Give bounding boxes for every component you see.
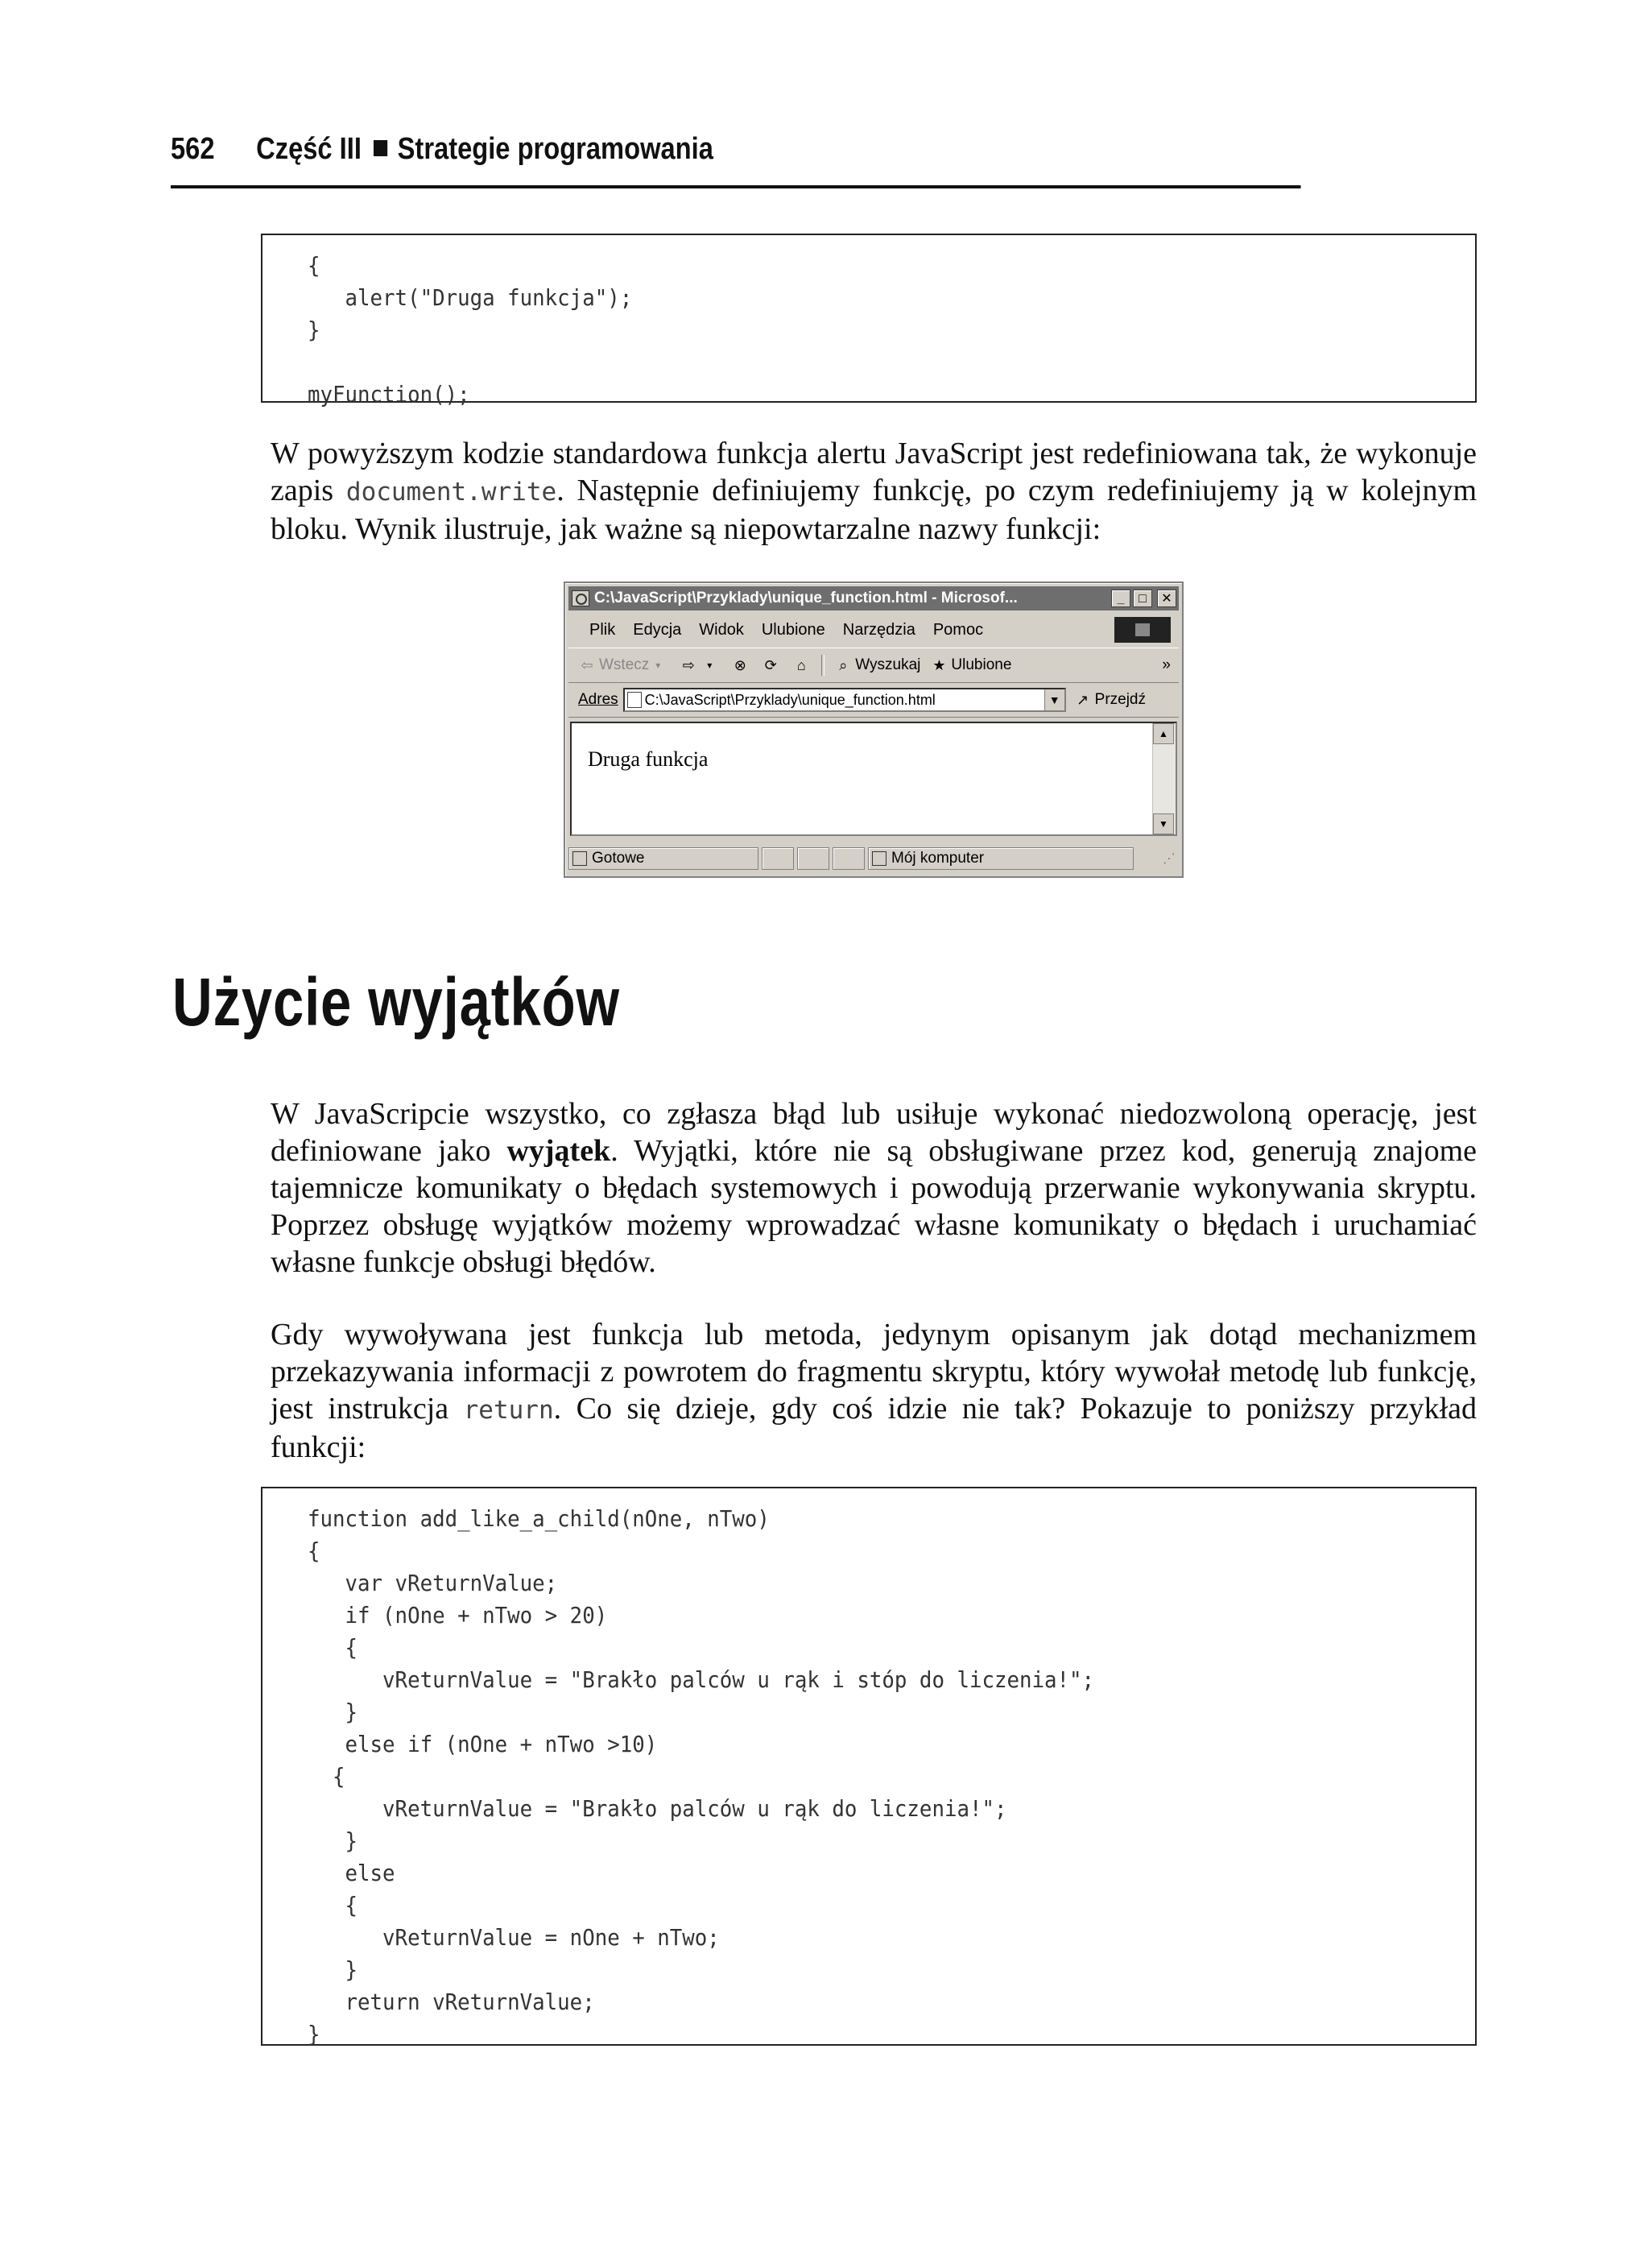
code-line: } [308, 1956, 358, 1983]
paragraph-text: . Wyjątki, które nie są obsługiwane przez kod, generują znajome tajemnicze komunikaty o błędach systemowych i powodują przerwanie wykonywania skryptu. Poprzez obsługę wyjątków możemy wprowadzać własne komunikaty o błędach i uruchamiać własne funkcje obsługi błędów. [271, 1134, 1477, 1279]
code-line [308, 346, 1382, 379]
address-label: Adres [578, 691, 618, 708]
page-content-text: Druga funkcja [588, 747, 709, 771]
square-bullet-icon [374, 140, 387, 156]
menu-bar [568, 614, 1179, 646]
address-bar [568, 683, 1179, 718]
back-label: Wstecz [599, 656, 650, 673]
paragraph-text: W powyższym kodzie standardowa funkcja alertu JavaScript jest redefiniowana tak, że wykonuje zapis [271, 437, 1477, 507]
toolbar [568, 648, 1179, 683]
search-icon: ⌕ [839, 657, 848, 673]
stop-button[interactable] [731, 656, 752, 674]
part-label: Część III [256, 132, 362, 166]
toolbar-separator [821, 655, 824, 676]
internet-explorer-icon [572, 590, 589, 606]
address-input[interactable] [623, 688, 1066, 712]
page-number: 562 [171, 132, 215, 166]
chapter-title: Strategie programowania [397, 132, 713, 166]
search-label: Wyszukaj [855, 656, 921, 673]
resize-grip-icon[interactable]: ⋰ [1163, 852, 1176, 866]
forward-arrow-icon: ⇨ [682, 657, 695, 673]
bold-term: wyjątek [506, 1134, 611, 1168]
computer-icon [872, 851, 886, 866]
scroll-down-icon[interactable]: ▼ [1153, 813, 1174, 834]
refresh-icon: ⟳ [764, 657, 777, 673]
code-line: { [308, 1634, 358, 1661]
maximize-button[interactable]: □ [1133, 590, 1152, 607]
paragraph-3 [271, 1316, 1477, 1466]
go-label: Przejdź [1094, 691, 1146, 708]
code-line: { [308, 1763, 345, 1790]
refresh-button[interactable] [762, 656, 783, 674]
menu-item-ulubione[interactable]: Ulubione [761, 620, 825, 639]
home-button[interactable] [792, 656, 813, 674]
code-line: } [308, 1699, 358, 1725]
favorites-button[interactable] [930, 656, 1011, 674]
menu-item-edycja[interactable]: Edycja [633, 620, 682, 639]
menu-item-widok[interactable]: Widok [699, 620, 744, 639]
vertical-scrollbar[interactable] [1152, 723, 1176, 834]
code-line: } [308, 1827, 358, 1854]
menu-item-pomoc[interactable]: Pomoc [932, 620, 984, 639]
menu-item-plik[interactable]: Plik [589, 620, 616, 639]
back-button[interactable] [578, 656, 670, 674]
paragraph-text: W JavaScripcie wszystko, co zgłasza błąd lub usiłuje wykonać niedozwoloną operację, jest definiowane jako [271, 1097, 1477, 1168]
address-dropdown-icon[interactable]: ▼ [1044, 689, 1064, 710]
back-arrow-icon: ⇦ [581, 657, 593, 673]
status-bar [568, 844, 1179, 873]
page-content-area [570, 722, 1177, 836]
code-block-1 [261, 234, 1477, 408]
running-head [171, 132, 1301, 188]
favorites-icon: ★ [932, 657, 946, 673]
inline-code: document.write [345, 478, 557, 507]
code-line: myFunction(); [308, 381, 470, 408]
title-bar [568, 586, 1179, 610]
browser-window [564, 581, 1184, 878]
go-arrow-icon: ↗ [1077, 692, 1089, 708]
page-icon [627, 692, 642, 708]
code-line: if (nOne + nTwo > 20) [308, 1602, 608, 1629]
code-line: return vReturnValue; [308, 1989, 595, 2015]
zone-panel [868, 847, 1134, 870]
search-button[interactable] [834, 656, 920, 674]
code-line: } [308, 2021, 320, 2047]
forward-button[interactable] [680, 656, 721, 674]
code-line: { [308, 252, 320, 279]
home-icon: ⌂ [796, 657, 806, 673]
code-line: { [308, 1538, 320, 1564]
paragraph-2 [271, 1095, 1477, 1281]
code-line: alert("Druga funkcja"); [308, 284, 633, 311]
code-line: vReturnValue = "Brakło palców u rąk do liczenia!"; [308, 1795, 1007, 1822]
code-line: else [308, 1860, 395, 1886]
dropdown-arrow-icon: ▾ [707, 660, 713, 671]
menu-item-narzędzia[interactable]: Narzędzia [842, 620, 915, 639]
close-button[interactable]: ✕ [1157, 590, 1176, 607]
paragraph-text: Gdy wywoływana jest funkcja lub metoda, jedynym opisanym jak dotąd mechanizmem przekazywania informacji z powrotem do fragmentu skryptu, który wywołał metodę lub funkcję, jest instrukcja [271, 1318, 1477, 1426]
status-text: Gotowe [592, 850, 645, 867]
go-button[interactable] [1074, 691, 1146, 709]
code-line: function add_like_a_child(nOne, nTwo) [308, 1505, 770, 1532]
windows-logo-icon [1114, 617, 1171, 643]
code-line: var vReturnValue; [308, 1570, 558, 1596]
code-block-2 [261, 1487, 1477, 2046]
dropdown-arrow-icon: ▾ [655, 660, 661, 671]
status-panel-empty [762, 847, 794, 870]
address-value: C:\JavaScript\Przyklady\unique_function.html [644, 691, 936, 708]
code-line: vReturnValue = "Brakło palców u rąk i stóp do liczenia!"; [308, 1666, 1095, 1693]
paragraph-text: . Co się dzieje, gdy coś idzie nie tak? Pokazuje to poniższy przykład funkcji: [271, 1392, 1477, 1464]
code-line: else if (nOne + nTwo >10) [308, 1731, 658, 1757]
favorites-label: Ulubione [951, 656, 1012, 673]
stop-icon: ⊗ [734, 657, 746, 673]
page-done-icon [572, 851, 587, 866]
code-line: vReturnValue = nOne + nTwo; [308, 1924, 720, 1951]
status-panel-empty [833, 847, 865, 870]
zone-text: Mój komputer [891, 850, 985, 867]
paragraph-text: . Następnie definiujemy funkcję, po czym redefiniujemy ją w kolejnym bloku. Wynik ilustruje, jak ważne są niepowtarzalne nazwy funkcji: [271, 474, 1477, 546]
status-panel-empty [797, 847, 829, 870]
scroll-up-icon[interactable]: ▲ [1153, 723, 1174, 744]
minimize-button[interactable]: _ [1111, 590, 1130, 607]
code-line: { [308, 1892, 358, 1918]
toolbar-chevron[interactable]: » [1162, 656, 1171, 673]
section-heading: Użycie wyjątków [172, 964, 620, 1040]
inline-code: return [463, 1396, 554, 1425]
paragraph-1 [271, 435, 1477, 548]
window-title: C:\JavaScript\Przyklady\unique_function.html - Microsof... [594, 590, 1018, 606]
code-line: } [308, 317, 320, 343]
status-panel [568, 847, 758, 870]
